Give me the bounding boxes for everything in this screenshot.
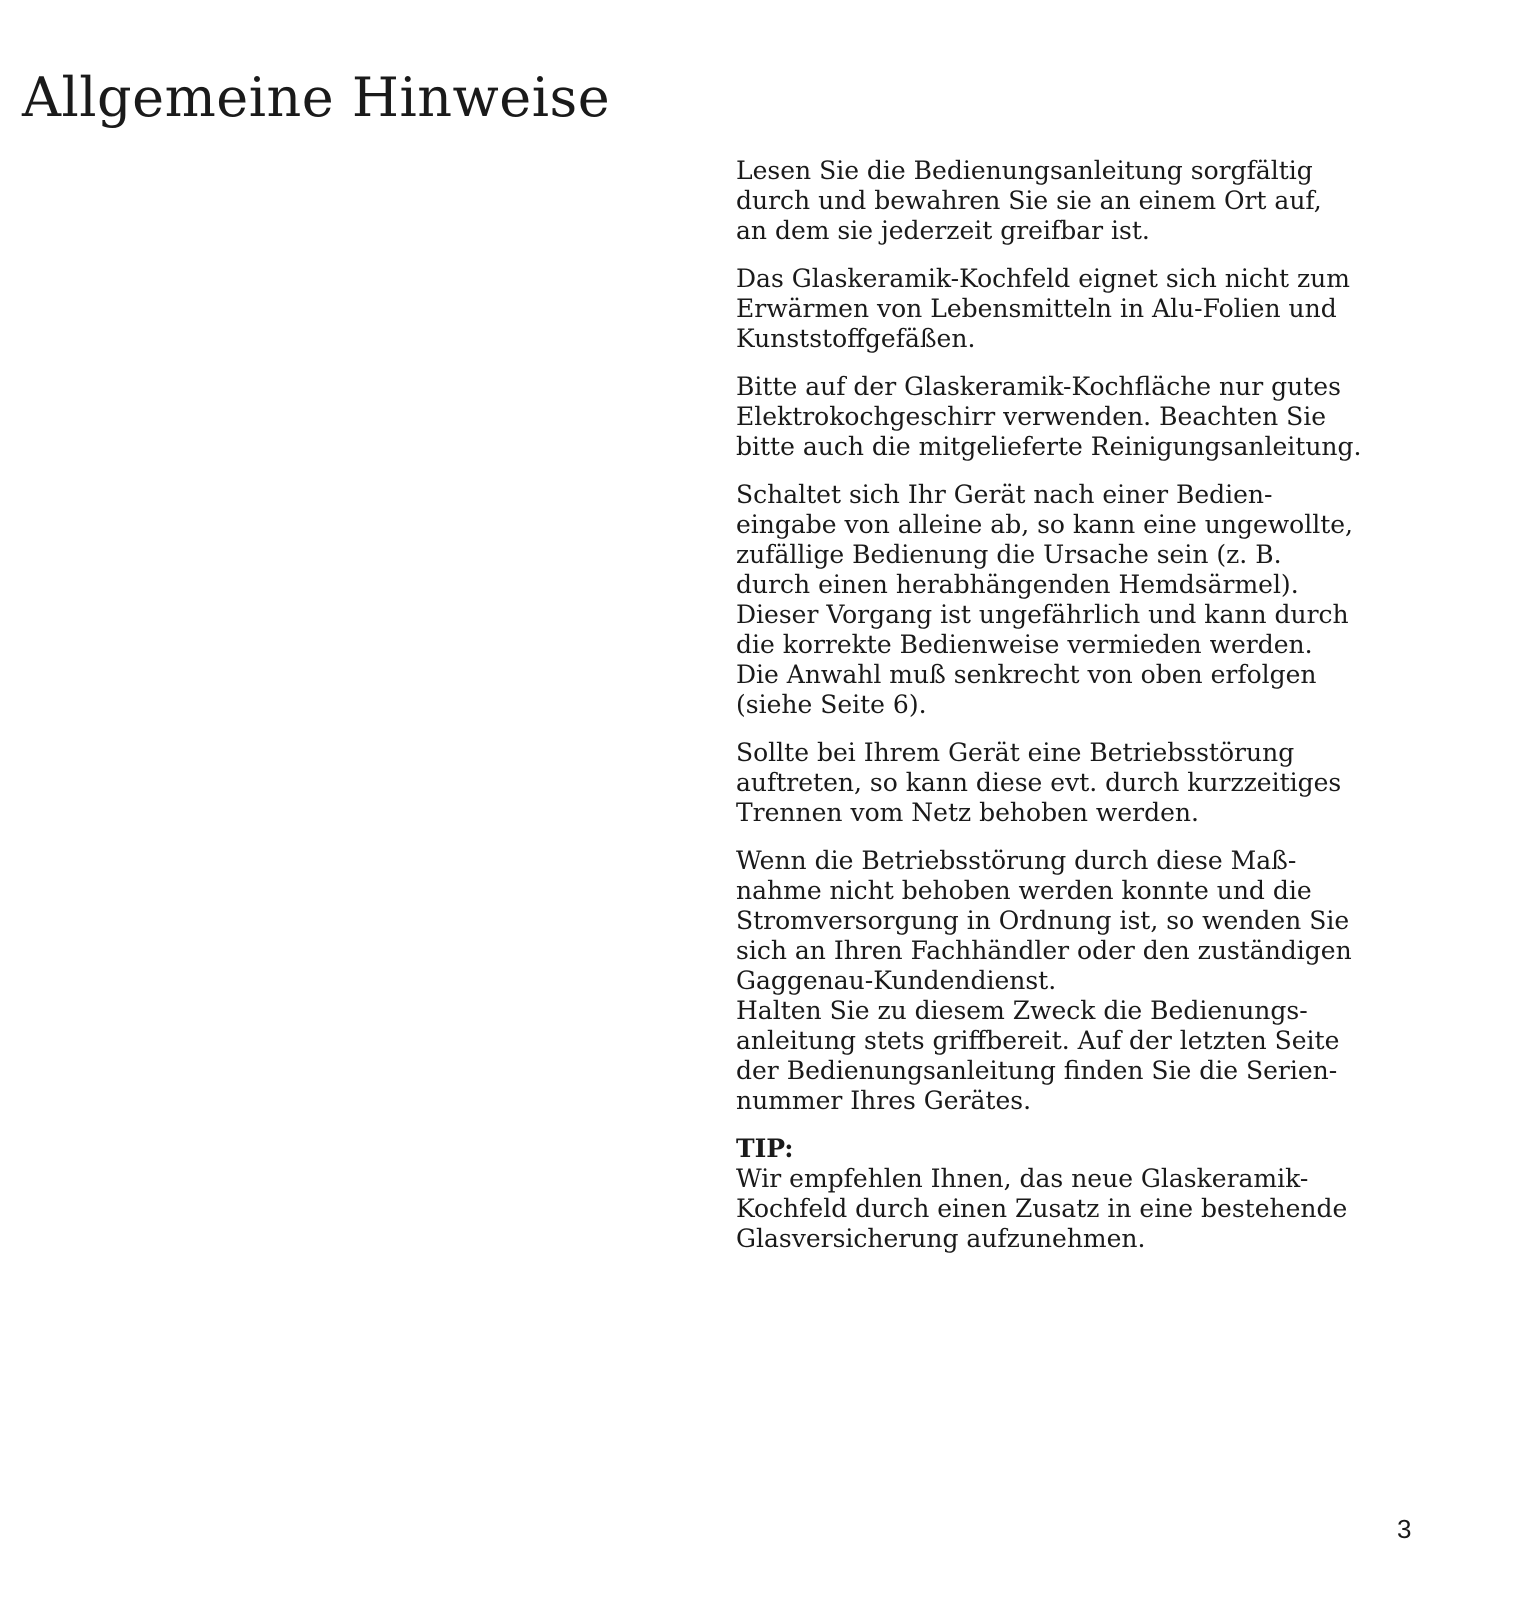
page-title: Allgemeine Hinweise	[22, 66, 611, 129]
paragraph-read-manual: Lesen Sie die Bedienungsanleitung sorgfältig durch und bewahren Sie sie an einem Ort auf, an dem sie jederzeit greifbar ist.	[736, 156, 1322, 245]
paragraph-auto-shutoff: Schaltet sich Ihr Gerät nach einer Bedien- eingabe von alleine ab, so kann eine ungewollte, zufällige Bedienung die Ursache sein (z. B. durch einen herabhängenden Hemdsärmel). Dieser Vorgang ist ungefährlich und kann durch die korrekte Bedienweise vermieden werden. Die Anwahl muß senkrecht von oben erfolgen (siehe Seite 6).	[736, 480, 1353, 719]
body-text-column	[736, 156, 1426, 1254]
tip-text: Wir empfehlen Ihnen, das neue Glaskeramik- Kochfeld durch einen Zusatz in eine bestehende Glasversicherung aufzunehmen.	[736, 1164, 1348, 1253]
tip-section	[736, 1134, 1426, 1254]
paragraph-malfunction: Sollte bei Ihrem Gerät eine Betriebsstörung auftreten, so kann diese evt. durch kurzzeitiges Trennen vom Netz behoben werden.	[736, 738, 1342, 827]
paragraph-cookware: Bitte auf der Glaskeramik-Kochfläche nur gutes Elektrokochgeschirr verwenden. Beachten Sie bitte auch die mitgelieferte Reinigungsanleitung.	[736, 372, 1362, 461]
paragraph-foil-containers: Das Glaskeramik-Kochfeld eignet sich nicht zum Erwärmen von Lebensmitteln in Alu-Folien und Kunststoffgefäßen.	[736, 264, 1350, 353]
page-number: 3	[1397, 1514, 1412, 1544]
tip-heading: TIP:	[736, 1134, 794, 1163]
paragraph-customer-service: Wenn die Betriebsstörung durch diese Maß- nahme nicht behoben werden konnte und die Stromversorgung in Ordnung ist, so wenden Sie sich an Ihren Fachhändler oder den zuständigen Gaggenau-Kundendienst. Halten Sie zu diesem Zweck die Bedienungs- anleitung stets griffbereit. Auf der letzten Seite der Bedienungsanleitung finden Sie die Serien- nummer Ihres Gerätes.	[736, 846, 1352, 1115]
